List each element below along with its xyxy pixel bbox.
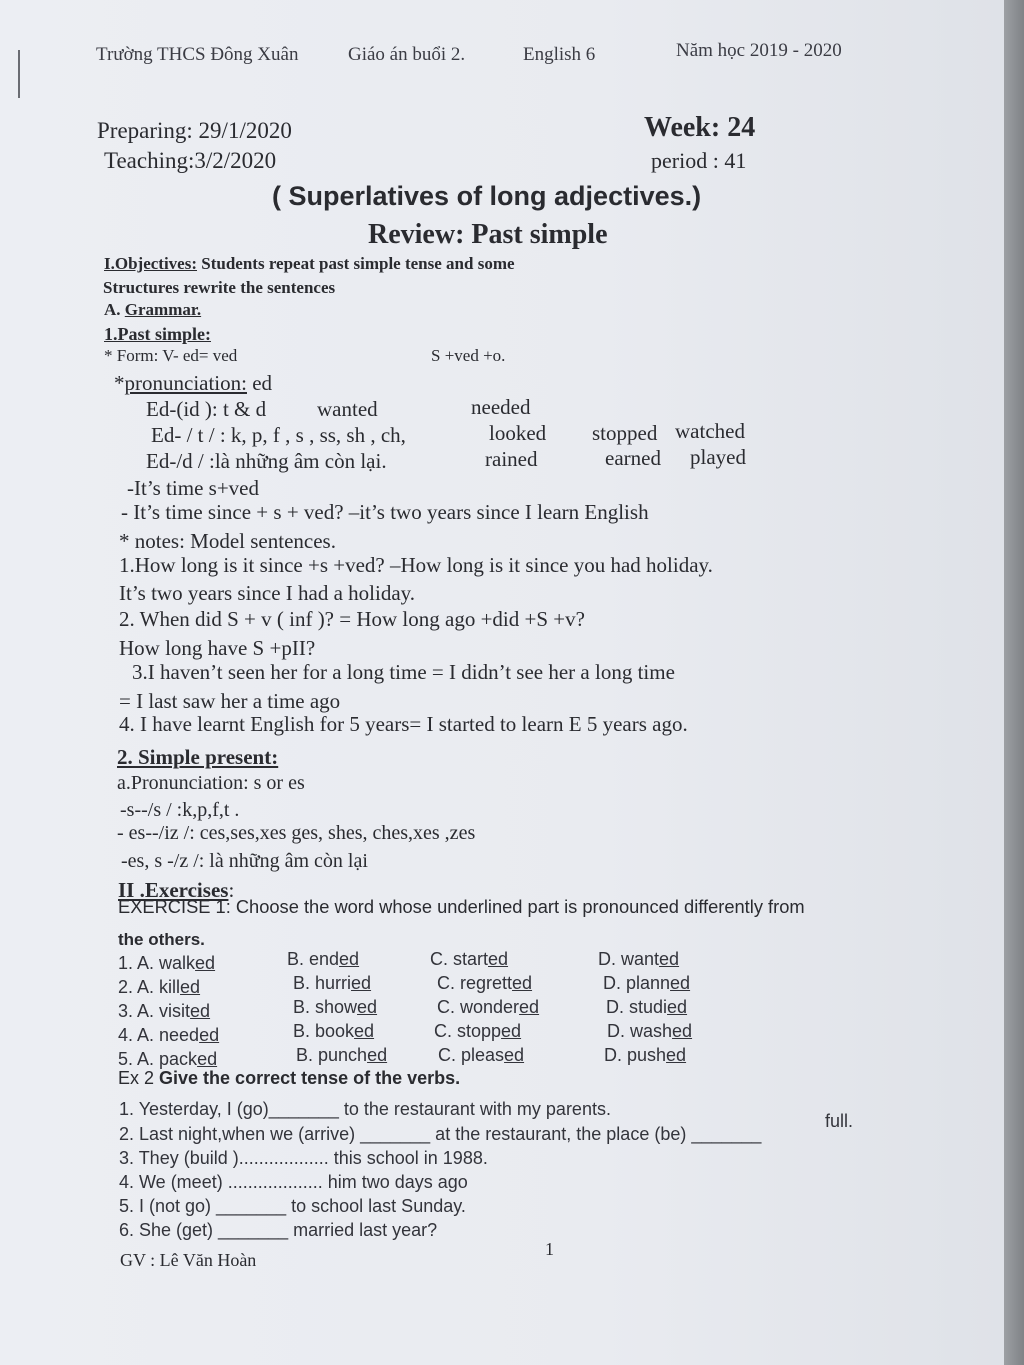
exercises-colon: : (228, 878, 235, 902)
option-4-b (293, 1021, 374, 1042)
grammar-line-7: How long have S +pII? (119, 636, 316, 660)
option-underlined-ending: ed (367, 1045, 388, 1065)
period-number: period : 41 (651, 148, 747, 173)
grammar-line-3: * notes: Model sentences. (119, 529, 336, 553)
week-number: Week: 24 (644, 112, 756, 143)
objectives-text-2: Structures rewrite the sentences (103, 278, 336, 297)
option-4-d (607, 1021, 692, 1042)
present-line-1: a.Pronunciation: s or es (117, 772, 305, 794)
option-underlined-ending: ed (180, 977, 201, 997)
option-stem: 4. A. need (118, 1025, 200, 1045)
page-number: 1 (545, 1239, 554, 1259)
grammar-heading (104, 300, 201, 320)
example-stopped: stopped (592, 421, 658, 445)
teaching-date: Teaching:3/2/2020 (104, 148, 277, 173)
example-rained: rained (485, 447, 538, 471)
question-3: 3. They (build ).................. this school in 1988. (119, 1148, 488, 1168)
option-3-c (437, 997, 539, 1018)
option-5-c (438, 1045, 524, 1066)
exercise-1-title (118, 896, 805, 918)
option-3-a (118, 1001, 210, 1022)
option-underlined-ending: ed (672, 1021, 693, 1041)
question-5: 5. I (not go) _______ to school last Sunday. (119, 1196, 466, 1216)
school-year: Năm học 2019 - 2020 (676, 40, 842, 61)
option-underlined-ending: ed (504, 1045, 525, 1065)
grammar-line-1: -It’s time s+ved (127, 476, 259, 500)
lesson-title: ( Superlatives of long adjectives.) (272, 181, 702, 211)
grammar-line-9: = I last saw her a time ago (119, 689, 341, 713)
question-1: 1. Yesterday, I (go)_______ to the restaurant with my parents. (119, 1099, 611, 1119)
pronunciation-label: pronunciation: (124, 371, 247, 395)
option-1-b (287, 949, 359, 970)
question-2-end: full. (825, 1111, 854, 1131)
objectives-text: Students repeat past simple tense and some (197, 254, 515, 273)
option-underlined-ending: ed (667, 997, 688, 1017)
exercise-1-title-2: the others. (118, 930, 205, 949)
option-underlined-ending: ed (199, 1025, 220, 1045)
example-played: played (690, 445, 746, 469)
grammar-line-2: - It’s time since + s + ved? –it’s two years since I learn English (121, 500, 649, 524)
option-2-a (118, 977, 200, 998)
example-looked: looked (489, 421, 547, 445)
option-underlined-ending: ed (488, 949, 509, 969)
rule-d: Ed-/d / :là những âm còn lại. (146, 449, 387, 473)
option-1-a (118, 953, 215, 974)
example-wanted: wanted (317, 397, 378, 421)
exercises-title: II .Exercises (118, 878, 229, 902)
form-line: * Form: V- ed= ved (104, 346, 238, 365)
objectives-line (104, 254, 515, 274)
option-stem: B. hurri (293, 973, 352, 993)
grammar-line-10: 4. I have learnt English for 5 years= I started to learn E 5 years ago. (119, 712, 688, 736)
option-stem: 5. A. pack (118, 1049, 198, 1069)
option-underlined-ending: ed (197, 1049, 218, 1069)
option-stem: 1. A. walk (118, 953, 196, 973)
exercise-1-title-text: EXERCISE 1: Choose the word whose underlined part is pronounced differently from (118, 896, 805, 917)
rule-t: Ed- / t / : k, p, f , s , ss, sh , ch, (151, 423, 406, 447)
present-line-4: -es, s -/z /: là những âm còn lại (121, 850, 368, 872)
option-underlined-ending: ed (501, 1021, 522, 1041)
grammar-line-5: It’s two years since I had a holiday. (119, 581, 416, 605)
option-5-b (296, 1045, 387, 1066)
option-1-c (430, 949, 508, 970)
option-underlined-ending: ed (512, 973, 533, 993)
option-underlined-ending: ed (670, 973, 691, 993)
option-underlined-ending: ed (659, 949, 680, 969)
subject-label: English 6 (523, 44, 596, 65)
option-stem: D. wash (607, 1021, 673, 1041)
option-4-c (434, 1021, 521, 1042)
option-stem: C. regrett (437, 973, 513, 993)
option-2-b (293, 973, 371, 994)
question-2: 2. Last night,when we (arrive) _______ at the restaurant, the place (be) _______ (119, 1124, 762, 1144)
option-1-d (598, 949, 679, 970)
pronunciation-rest: ed (246, 371, 273, 395)
option-stem: C. start (430, 949, 489, 969)
option-underlined-ending: ed (339, 949, 360, 969)
option-underlined-ending: ed (190, 1001, 211, 1021)
example-needed: needed (471, 395, 531, 419)
option-underlined-ending: ed (354, 1021, 375, 1041)
option-stem: C. pleas (438, 1045, 505, 1065)
pronunciation-star: * (114, 371, 125, 395)
lesson-subtitle: Review: Past simple (368, 219, 608, 250)
grammar-line-6: 2. When did S + v ( inf )? = How long ago +did +S +v? (119, 607, 585, 631)
exercise-2-prefix: Ex 2 (118, 1068, 160, 1088)
question-6: 6. She (get) _______ married last year? (119, 1220, 438, 1240)
grammar-line-8: 3.I haven’t seen her for a long time = I didn’t see her a long time (132, 660, 675, 684)
exercise-2-title-text: Give the correct tense of the verbs. (159, 1068, 461, 1088)
option-stem: B. end (287, 949, 340, 969)
option-5-a (118, 1049, 217, 1070)
simple-present-heading: 2. Simple present: (117, 745, 279, 769)
option-2-c (437, 973, 532, 994)
option-stem: C. wonder (437, 997, 520, 1017)
option-underlined-ending: ed (666, 1045, 687, 1065)
rule-id: Ed-(id ): t & d (146, 397, 267, 421)
grammar-label: Grammar. (124, 300, 202, 319)
option-underlined-ending: ed (519, 997, 540, 1017)
preparing-date: Preparing: 29/1/2020 (97, 118, 292, 143)
question-4: 4. We (meet) ................... him two days ago (119, 1172, 468, 1192)
option-stem: B. show (293, 997, 358, 1017)
option-underlined-ending: ed (351, 973, 372, 993)
example-earned: earned (605, 446, 661, 470)
form-line-2: S +ved +o. (431, 346, 506, 365)
past-simple-heading: 1.Past simple: (104, 324, 211, 344)
example-watched: watched (675, 419, 745, 443)
objectives-label: I.Objectives: (104, 254, 198, 273)
option-stem: C. stopp (434, 1021, 502, 1041)
option-stem: 3. A. visit (118, 1001, 191, 1021)
option-stem: D. push (604, 1045, 667, 1065)
present-line-2: -s--/s / :k,p,f,t . (120, 799, 240, 821)
option-2-d (603, 973, 690, 994)
option-5-d (604, 1045, 686, 1066)
option-3-b (293, 997, 377, 1018)
page-edge (1004, 0, 1024, 1365)
pronunciation-heading (114, 371, 272, 396)
option-stem: D. studi (606, 997, 668, 1017)
option-underlined-ending: ed (195, 953, 216, 973)
option-stem: 2. A. kill (118, 977, 181, 997)
option-4-a (118, 1025, 219, 1046)
option-stem: B. book (293, 1021, 355, 1041)
grammar-line-4: 1.How long is it since +s +ved? –How long is it since you had holiday. (119, 553, 713, 577)
school-name: Trường THCS Đông Xuân (96, 44, 299, 65)
option-stem: D. plann (603, 973, 671, 993)
teacher-name: GV : Lê Văn Hoàn (120, 1250, 257, 1270)
present-line-3: - es--/iz /: ces,ses,xes ges, shes, ches,xes ,zes (117, 822, 476, 844)
pen-mark (18, 50, 20, 98)
option-3-d (606, 997, 687, 1018)
grammar-prefix: A. (104, 300, 125, 319)
exercise-2-title (118, 1068, 460, 1089)
option-stem: D. want (598, 949, 660, 969)
option-stem: B. punch (296, 1045, 368, 1065)
option-underlined-ending: ed (357, 997, 378, 1017)
lesson-plan-label: Giáo án buổi 2. (348, 44, 466, 65)
